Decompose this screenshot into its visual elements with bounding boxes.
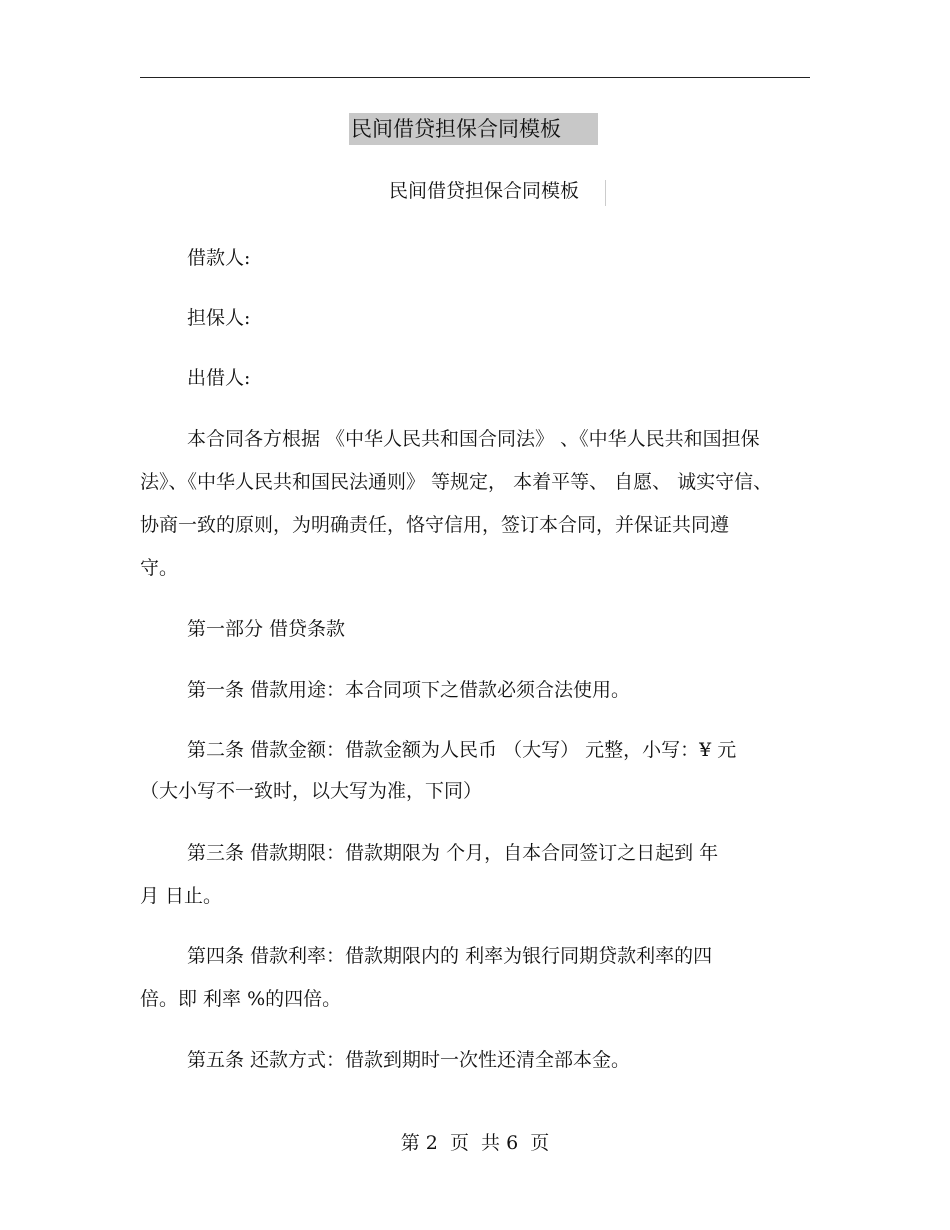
article-3-line-1: 第三条 借款期限：借款期限为 个月，自本合同签订之日起到 年 <box>187 842 719 864</box>
lender-line: 出借人: <box>187 367 251 389</box>
article-2-line-1: 第二条 借款金额：借款金额为人民币 （大写） 元整，小写：¥ 元 <box>187 739 737 761</box>
article-1: 第一条 借款用途：本合同项下之借款必须合法使用。 <box>187 679 631 701</box>
preamble-line-4: 守。 <box>140 557 179 579</box>
article-4-line-1: 第四条 借款利率：借款期限内的 利率为银行同期贷款利率的四 <box>187 945 713 967</box>
preamble-line-1: 本合同各方根据 《中华人民共和国合同法》 、《中华人民共和国担保 <box>187 428 760 450</box>
part1-heading: 第一部分 借贷条款 <box>187 618 346 640</box>
document-title: 民间借贷担保合同模板 <box>389 180 580 202</box>
article-4-line-2: 倍。即 利率 %的四倍。 <box>140 988 342 1010</box>
text-cursor <box>605 180 606 206</box>
article-3-line-2: 月 日止。 <box>140 885 223 907</box>
preamble-line-2: 法》、《中华人民共和国民法通则》 等规定， 本着平等、 自愿、 诚实守信、 <box>140 471 773 493</box>
article-2-line-2: （大小写不一致时，以大写为准，下同） <box>140 780 483 802</box>
preamble-line-3: 协商一致的原则，为明确责任，恪守信用，签订本合同，并保证共同遵 <box>140 514 730 536</box>
borrower-line: 借款人: <box>187 247 251 269</box>
header-title: 民间借贷担保合同模板 <box>349 113 598 145</box>
guarantor-line: 担保人: <box>187 307 251 329</box>
page-number: 第 2 页 共 6 页 <box>400 1132 550 1154</box>
article-5: 第五条 还款方式：借款到期时一次性还清全部本金。 <box>187 1049 631 1071</box>
header-rule <box>140 77 810 78</box>
